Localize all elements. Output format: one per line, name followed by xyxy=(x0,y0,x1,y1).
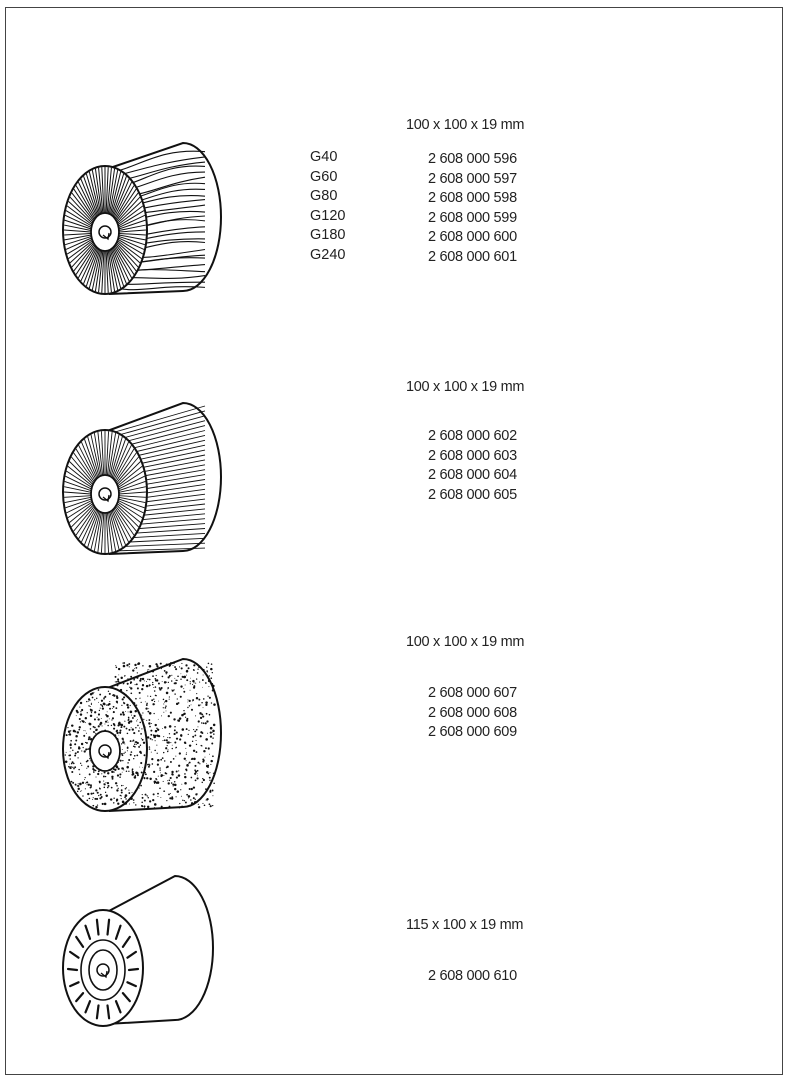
part-number: 2 608 000 598 xyxy=(428,190,517,207)
part-number: 2 608 000 601 xyxy=(428,248,517,265)
grit-label: G120 xyxy=(310,207,346,224)
fleece-roller-icon xyxy=(55,655,230,815)
dimension-label: 100 x 100 x 19 mm xyxy=(406,634,525,650)
part-number: 2 608 000 609 xyxy=(428,724,517,741)
part-number: 2 608 000 608 xyxy=(428,704,517,721)
part-number: 2 608 000 596 xyxy=(428,151,517,167)
grit-label: G80 xyxy=(310,188,338,205)
part-number: 2 608 000 604 xyxy=(428,467,517,484)
part-number: 2 608 000 597 xyxy=(428,170,517,187)
part-number-list xyxy=(428,967,517,987)
grit-label: G180 xyxy=(310,227,346,244)
expansion-roller-icon xyxy=(55,872,230,1032)
lamella-brush-roller-icon xyxy=(55,400,230,560)
dimension-label: 100 x 100 x 19 mm xyxy=(406,117,525,133)
part-number: 2 608 000 610 xyxy=(428,968,517,984)
part-number: 2 608 000 605 xyxy=(428,486,517,503)
grit-label: G40 xyxy=(310,149,338,165)
grit-list xyxy=(310,148,345,266)
wire-brush-roller-icon xyxy=(55,140,230,300)
part-number-list xyxy=(428,684,517,743)
dimension-label: 100 x 100 x 19 mm xyxy=(406,379,525,395)
part-number: 2 608 000 603 xyxy=(428,447,517,464)
part-number: 2 608 000 600 xyxy=(428,229,517,246)
part-number: 2 608 000 599 xyxy=(428,209,517,226)
part-number-list xyxy=(428,150,517,268)
dimension-label: 115 x 100 x 19 mm xyxy=(406,917,524,933)
grit-label: G240 xyxy=(310,246,346,263)
part-number-list xyxy=(428,427,517,505)
part-number: 2 608 000 607 xyxy=(428,685,517,701)
grit-label: G60 xyxy=(310,168,338,185)
part-number: 2 608 000 602 xyxy=(428,428,517,444)
